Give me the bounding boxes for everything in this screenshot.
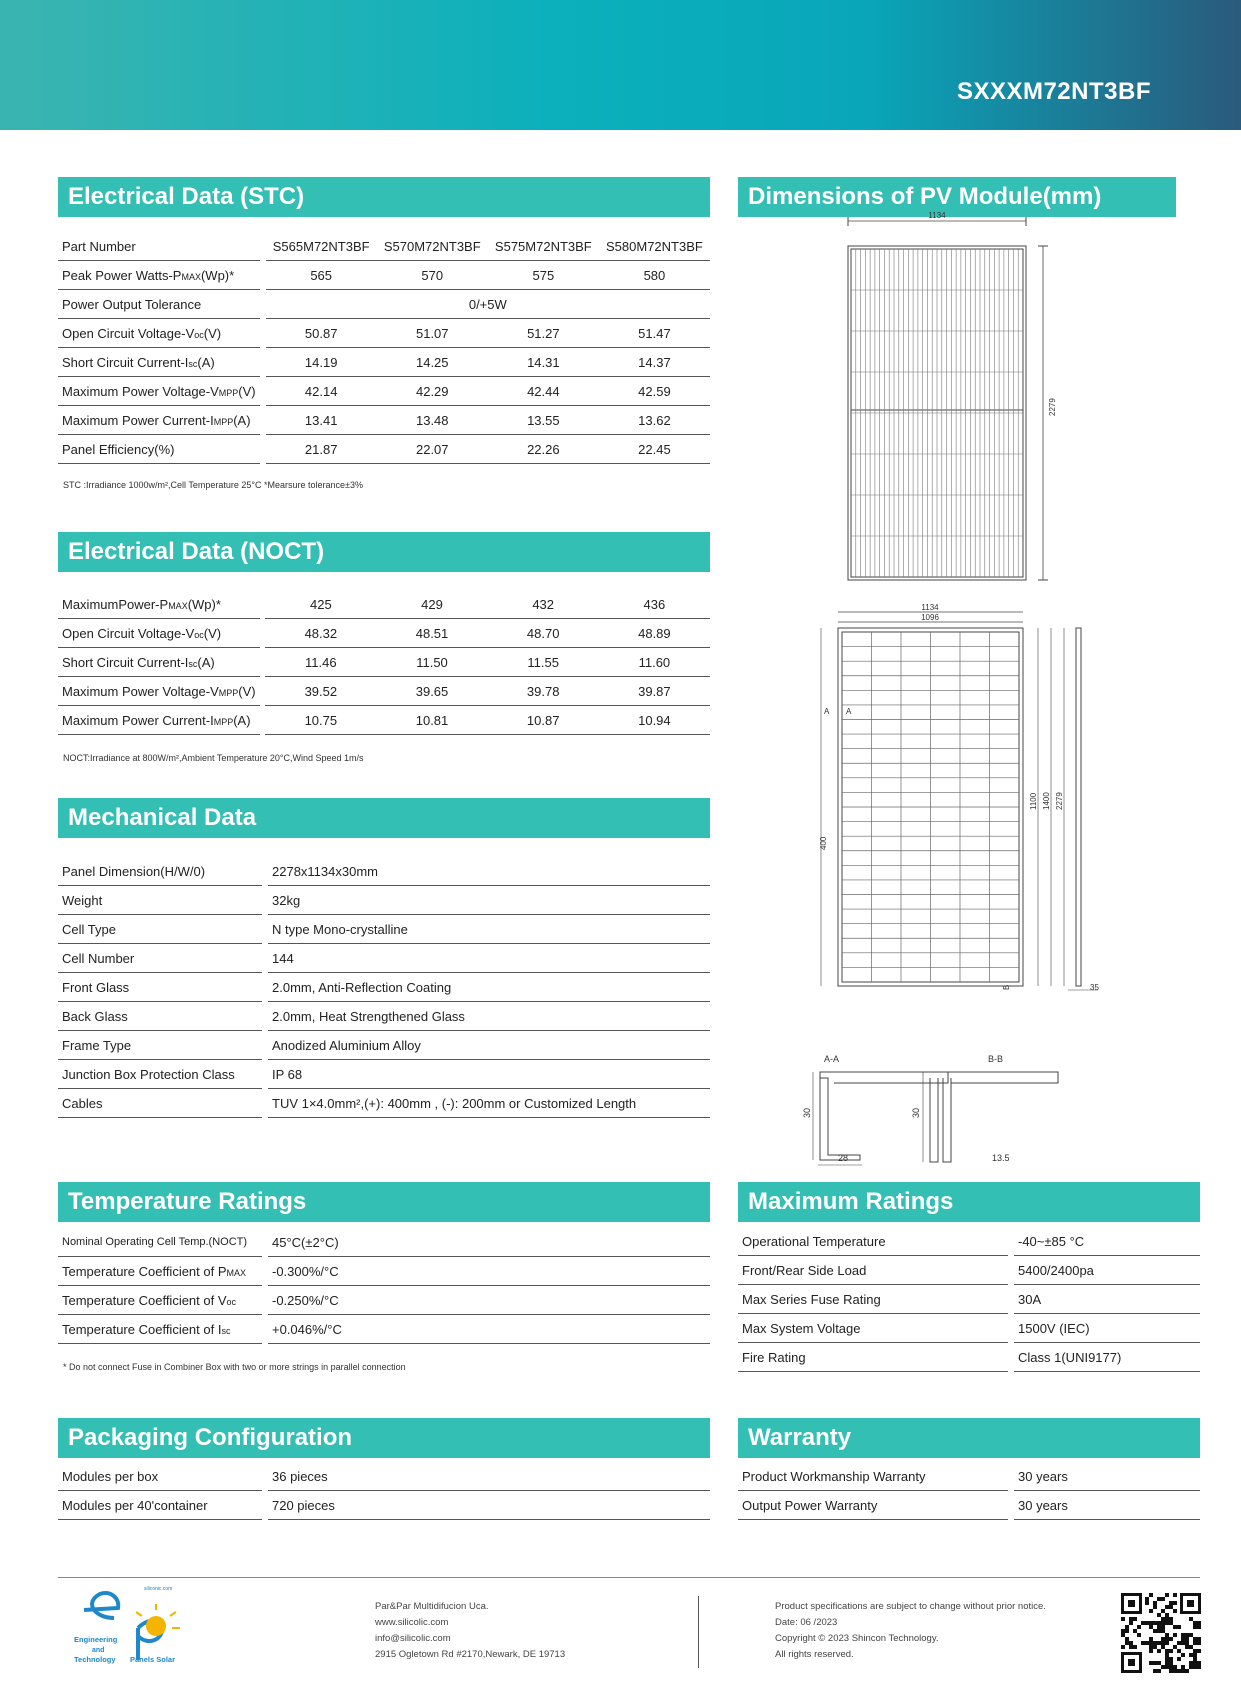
value-cell: 22.26	[488, 435, 599, 464]
row-label: Weight	[58, 886, 262, 915]
noct-table	[58, 590, 710, 735]
value-cell: 22.07	[377, 435, 488, 464]
value-cell: 580	[599, 261, 710, 290]
row-label: Maximum Power Voltage-VMPP(V)	[58, 677, 260, 706]
noct-section-title: Electrical Data (NOCT)	[58, 532, 710, 572]
row-label: Temperature Coefficient of PMAX	[58, 1257, 262, 1286]
stc-header-row	[58, 232, 710, 261]
row-label: Temperature Coefficient of Voc	[58, 1286, 262, 1315]
noct-row	[58, 619, 710, 648]
footer-legal	[775, 1599, 1046, 1663]
rear-h2-label: 1400	[1042, 792, 1051, 810]
stc-row	[58, 377, 710, 406]
value-cell: 48.70	[488, 619, 599, 648]
model-number: SXXXM72NT3BF	[956, 78, 1151, 105]
noct-row	[58, 677, 710, 706]
row-label: Power Output Tolerance	[58, 290, 260, 319]
value-cell: 51.47	[599, 319, 710, 348]
tolerance-value: 0/+5W	[266, 290, 710, 319]
footer-address: 2915 Ogletown Rd #2170,Newark, DE 19713	[375, 1649, 566, 1660]
section-aa-label: A-A	[824, 1054, 840, 1064]
value-cell: 429	[376, 590, 487, 619]
maximum-row	[738, 1314, 1200, 1343]
value-cell: 21.87	[266, 435, 377, 464]
mechanical-row	[58, 944, 710, 973]
value-cell: 13.55	[488, 406, 599, 435]
model-column-header: S565M72NT3BF	[266, 232, 377, 261]
stc-row	[58, 406, 710, 435]
row-value: Anodized Aluminium Alloy	[268, 1031, 710, 1060]
footer-copyright: Copyright © 2023 Shincon Technology.	[775, 1633, 939, 1644]
row-label: Front/Rear Side Load	[738, 1256, 1008, 1285]
row-label: MaximumPower-PMAX(Wp)*	[58, 590, 260, 619]
value-cell: 575	[488, 261, 599, 290]
maximum-table	[738, 1227, 1200, 1372]
row-value: 36 pieces	[268, 1462, 710, 1491]
section-bb-width: 13.5	[992, 1153, 1010, 1163]
row-value: 30A	[1014, 1285, 1200, 1314]
value-cell: 42.44	[488, 377, 599, 406]
stc-row	[58, 435, 710, 464]
row-label: Maximum Power Current-IMPP(A)	[58, 706, 260, 735]
noct-row	[58, 590, 710, 619]
row-value: 2278x1134x30mm	[268, 857, 710, 886]
section-mark-a: A	[824, 707, 830, 716]
value-cell: 570	[377, 261, 488, 290]
temperature-table	[58, 1228, 710, 1344]
stc-section-title: Electrical Data (STC)	[58, 177, 710, 217]
rear-h1-label: 1100	[1029, 792, 1038, 810]
row-label: Open Circuit Voltage-Voc(V)	[58, 319, 260, 348]
packaging-row	[58, 1462, 710, 1491]
section-bb-height: 30	[911, 1107, 921, 1118]
value-cell: 42.59	[599, 377, 710, 406]
mechanical-row	[58, 1002, 710, 1031]
logo-engineering: Engineering	[74, 1635, 118, 1644]
noct-row	[58, 648, 710, 677]
row-label: Maximum Power Voltage-VMPP(V)	[58, 377, 260, 406]
row-value: -40~±85 °C	[1014, 1227, 1200, 1256]
packaging-section-title: Packaging Configuration	[58, 1418, 710, 1458]
value-cell: 42.29	[377, 377, 488, 406]
row-label: Temperature Coefficient of Isc	[58, 1315, 262, 1344]
row-value: 5400/2400pa	[1014, 1256, 1200, 1285]
row-label: Operational Temperature	[738, 1227, 1008, 1256]
stc-row	[58, 319, 710, 348]
row-value: 30 years	[1014, 1491, 1200, 1520]
row-value: IP 68	[268, 1060, 710, 1089]
value-cell: 14.31	[488, 348, 599, 377]
row-value: 1500V (IEC)	[1014, 1314, 1200, 1343]
footer-email[interactable]: info@silicolic.com	[375, 1633, 451, 1644]
row-value: 2.0mm, Heat Strengthened Glass	[268, 1002, 710, 1031]
value-cell: 10.87	[488, 706, 599, 735]
row-label: Peak Power Watts-PMAX(Wp)*	[58, 261, 260, 290]
row-value: N type Mono-crystalline	[268, 915, 710, 944]
value-cell: 22.45	[599, 435, 710, 464]
footer-divider	[58, 1577, 1200, 1578]
value-cell: 14.37	[599, 348, 710, 377]
row-label: Short Circuit Current-Isc(A)	[58, 648, 260, 677]
logo-panels-solar: Panels Solar	[130, 1655, 176, 1664]
footer-date: Date: 06 /2023	[775, 1617, 838, 1628]
row-label: Modules per 40'container	[58, 1491, 262, 1520]
maximum-row	[738, 1256, 1200, 1285]
value-cell: 13.48	[377, 406, 488, 435]
value-cell: 11.60	[599, 648, 710, 677]
maximum-section-title: Maximum Ratings	[738, 1182, 1200, 1222]
row-value: Class 1(UNI9177)	[1014, 1343, 1200, 1372]
part-number-header: Part Number	[58, 232, 260, 261]
section-mark-a2: A	[846, 707, 852, 716]
temperature-row	[58, 1257, 710, 1286]
row-label: Frame Type	[58, 1031, 262, 1060]
row-label: Modules per box	[58, 1462, 262, 1491]
offset-label: 400	[819, 836, 828, 850]
logo-technology: Technology	[74, 1655, 116, 1664]
packaging-row	[58, 1491, 710, 1520]
row-value: 30 years	[1014, 1462, 1200, 1491]
value-cell: 436	[599, 590, 710, 619]
value-cell: 425	[265, 590, 376, 619]
stc-row	[58, 261, 710, 290]
stc-note: STC :Irradiance 1000w/m²,Cell Temperature 25°C *Mearsure tolerance±3%	[63, 480, 364, 490]
row-label: Front Glass	[58, 973, 262, 1002]
row-value: 720 pieces	[268, 1491, 710, 1520]
row-label: Short Circuit Current-Isc(A)	[58, 348, 260, 377]
mechanical-table	[58, 857, 710, 1118]
value-cell: 14.25	[377, 348, 488, 377]
temperature-row	[58, 1228, 710, 1257]
stc-row	[58, 348, 710, 377]
model-column-header: S575M72NT3BF	[488, 232, 599, 261]
value-cell: 10.75	[265, 706, 376, 735]
value-cell: 51.07	[377, 319, 488, 348]
model-column-header: S580M72NT3BF	[599, 232, 710, 261]
row-value: -0.300%/°C	[268, 1257, 710, 1286]
row-label: Cell Type	[58, 915, 262, 944]
row-value: 2.0mm, Anti-Reflection Coating	[268, 973, 710, 1002]
model-column-header: S570M72NT3BF	[377, 232, 488, 261]
section-mark-b: B	[1002, 984, 1011, 990]
rear-h3-label: 2279	[1055, 792, 1064, 810]
section-aa-height: 30	[802, 1107, 812, 1118]
row-label: Panel Efficiency(%)	[58, 435, 260, 464]
value-cell: 432	[488, 590, 599, 619]
temperature-row	[58, 1286, 710, 1315]
temperature-note: * Do not connect Fuse in Combiner Box with two or more strings in parallel connection	[63, 1362, 406, 1372]
value-cell: 13.62	[599, 406, 710, 435]
dimensions-section-title: Dimensions of PV Module(mm)	[738, 177, 1176, 217]
footer-spec-notice: Product specifications are subject to change without prior notice.	[775, 1601, 1046, 1612]
temperature-section-title: Temperature Ratings	[58, 1182, 710, 1222]
value-cell: 11.55	[488, 648, 599, 677]
warranty-row	[738, 1462, 1200, 1491]
row-label: Cell Number	[58, 944, 262, 973]
value-cell: 10.81	[376, 706, 487, 735]
warranty-section-title: Warranty	[738, 1418, 1200, 1458]
row-label: Open Circuit Voltage-Voc(V)	[58, 619, 260, 648]
row-label: Junction Box Protection Class	[58, 1060, 262, 1089]
footer-vertical-divider	[698, 1596, 699, 1668]
value-cell: 39.52	[265, 677, 376, 706]
value-cell: 50.87	[266, 319, 377, 348]
row-value: -0.250%/°C	[268, 1286, 710, 1315]
mechanical-row	[58, 857, 710, 886]
maximum-row	[738, 1343, 1200, 1372]
section-bb-label: B-B	[988, 1054, 1004, 1064]
row-label: Max System Voltage	[738, 1314, 1008, 1343]
rear-outer-width-label: 1134	[921, 603, 939, 612]
front-height-label: 2279	[1048, 398, 1057, 416]
mechanical-row	[58, 973, 710, 1002]
warranty-row	[738, 1491, 1200, 1520]
mechanical-section-title: Mechanical Data	[58, 798, 710, 838]
row-label: Fire Rating	[738, 1343, 1008, 1372]
footer-contact	[375, 1599, 565, 1663]
row-value: 32kg	[268, 886, 710, 915]
qr-code[interactable]	[1120, 1592, 1202, 1674]
value-cell: 51.27	[488, 319, 599, 348]
module-dimension-drawing	[738, 210, 1198, 1170]
warranty-table	[738, 1462, 1200, 1520]
row-label: Cables	[58, 1089, 262, 1118]
value-cell: 48.32	[265, 619, 376, 648]
maximum-row	[738, 1227, 1200, 1256]
row-value: +0.046%/°C	[268, 1315, 710, 1344]
stc-table	[58, 232, 710, 464]
front-width-label: 1134	[928, 211, 946, 220]
row-label: Maximum Power Current-IMPP(A)	[58, 406, 260, 435]
rear-inner-width-label: 1096	[921, 613, 939, 622]
section-aa-width: 28	[838, 1153, 849, 1163]
stc-row	[58, 290, 710, 319]
mechanical-row	[58, 1089, 710, 1118]
page-header	[0, 0, 1241, 130]
value-cell: 565	[266, 261, 377, 290]
footer-company: Par&Par Multidifucion Uca.	[375, 1601, 489, 1612]
value-cell: 10.94	[599, 706, 710, 735]
value-cell: 13.41	[266, 406, 377, 435]
noct-row	[58, 706, 710, 735]
mechanical-row	[58, 1060, 710, 1089]
row-label: Back Glass	[58, 1002, 262, 1031]
footer-rights: All rights reserved.	[775, 1649, 854, 1660]
value-cell: 39.65	[376, 677, 487, 706]
logo-url: siliconic.com	[144, 1586, 173, 1592]
packaging-table	[58, 1462, 710, 1520]
temperature-row	[58, 1315, 710, 1344]
value-cell: 48.89	[599, 619, 710, 648]
row-value: TUV 1×4.0mm²,(+): 400mm , (-): 200mm or Customized Length	[268, 1089, 710, 1118]
mechanical-row	[58, 1031, 710, 1060]
value-cell: 39.87	[599, 677, 710, 706]
value-cell: 14.19	[266, 348, 377, 377]
value-cell: 48.51	[376, 619, 487, 648]
company-logo	[74, 1582, 204, 1672]
mechanical-row	[58, 886, 710, 915]
value-cell: 11.50	[376, 648, 487, 677]
row-label: Output Power Warranty	[738, 1491, 1008, 1520]
row-label: Panel Dimension(H/W/0)	[58, 857, 262, 886]
mechanical-row	[58, 915, 710, 944]
noct-note: NOCT:Irradiance at 800W/m²,Ambient Temperature 20°C,Wind Speed 1m/s	[63, 753, 364, 763]
maximum-row	[738, 1285, 1200, 1314]
row-value: 144	[268, 944, 710, 973]
row-value: 45°C(±2°C)	[268, 1228, 710, 1257]
row-label: Max Series Fuse Rating	[738, 1285, 1008, 1314]
logo-and: and	[92, 1647, 105, 1654]
value-cell: 42.14	[266, 377, 377, 406]
row-label: Product Workmanship Warranty	[738, 1462, 1008, 1491]
row-label: Nominal Operating Cell Temp.(NOCT)	[58, 1228, 262, 1257]
footer-website[interactable]: www.silicolic.com	[375, 1617, 449, 1628]
value-cell: 11.46	[265, 648, 376, 677]
side-depth-label: 35	[1090, 983, 1099, 992]
value-cell: 39.78	[488, 677, 599, 706]
